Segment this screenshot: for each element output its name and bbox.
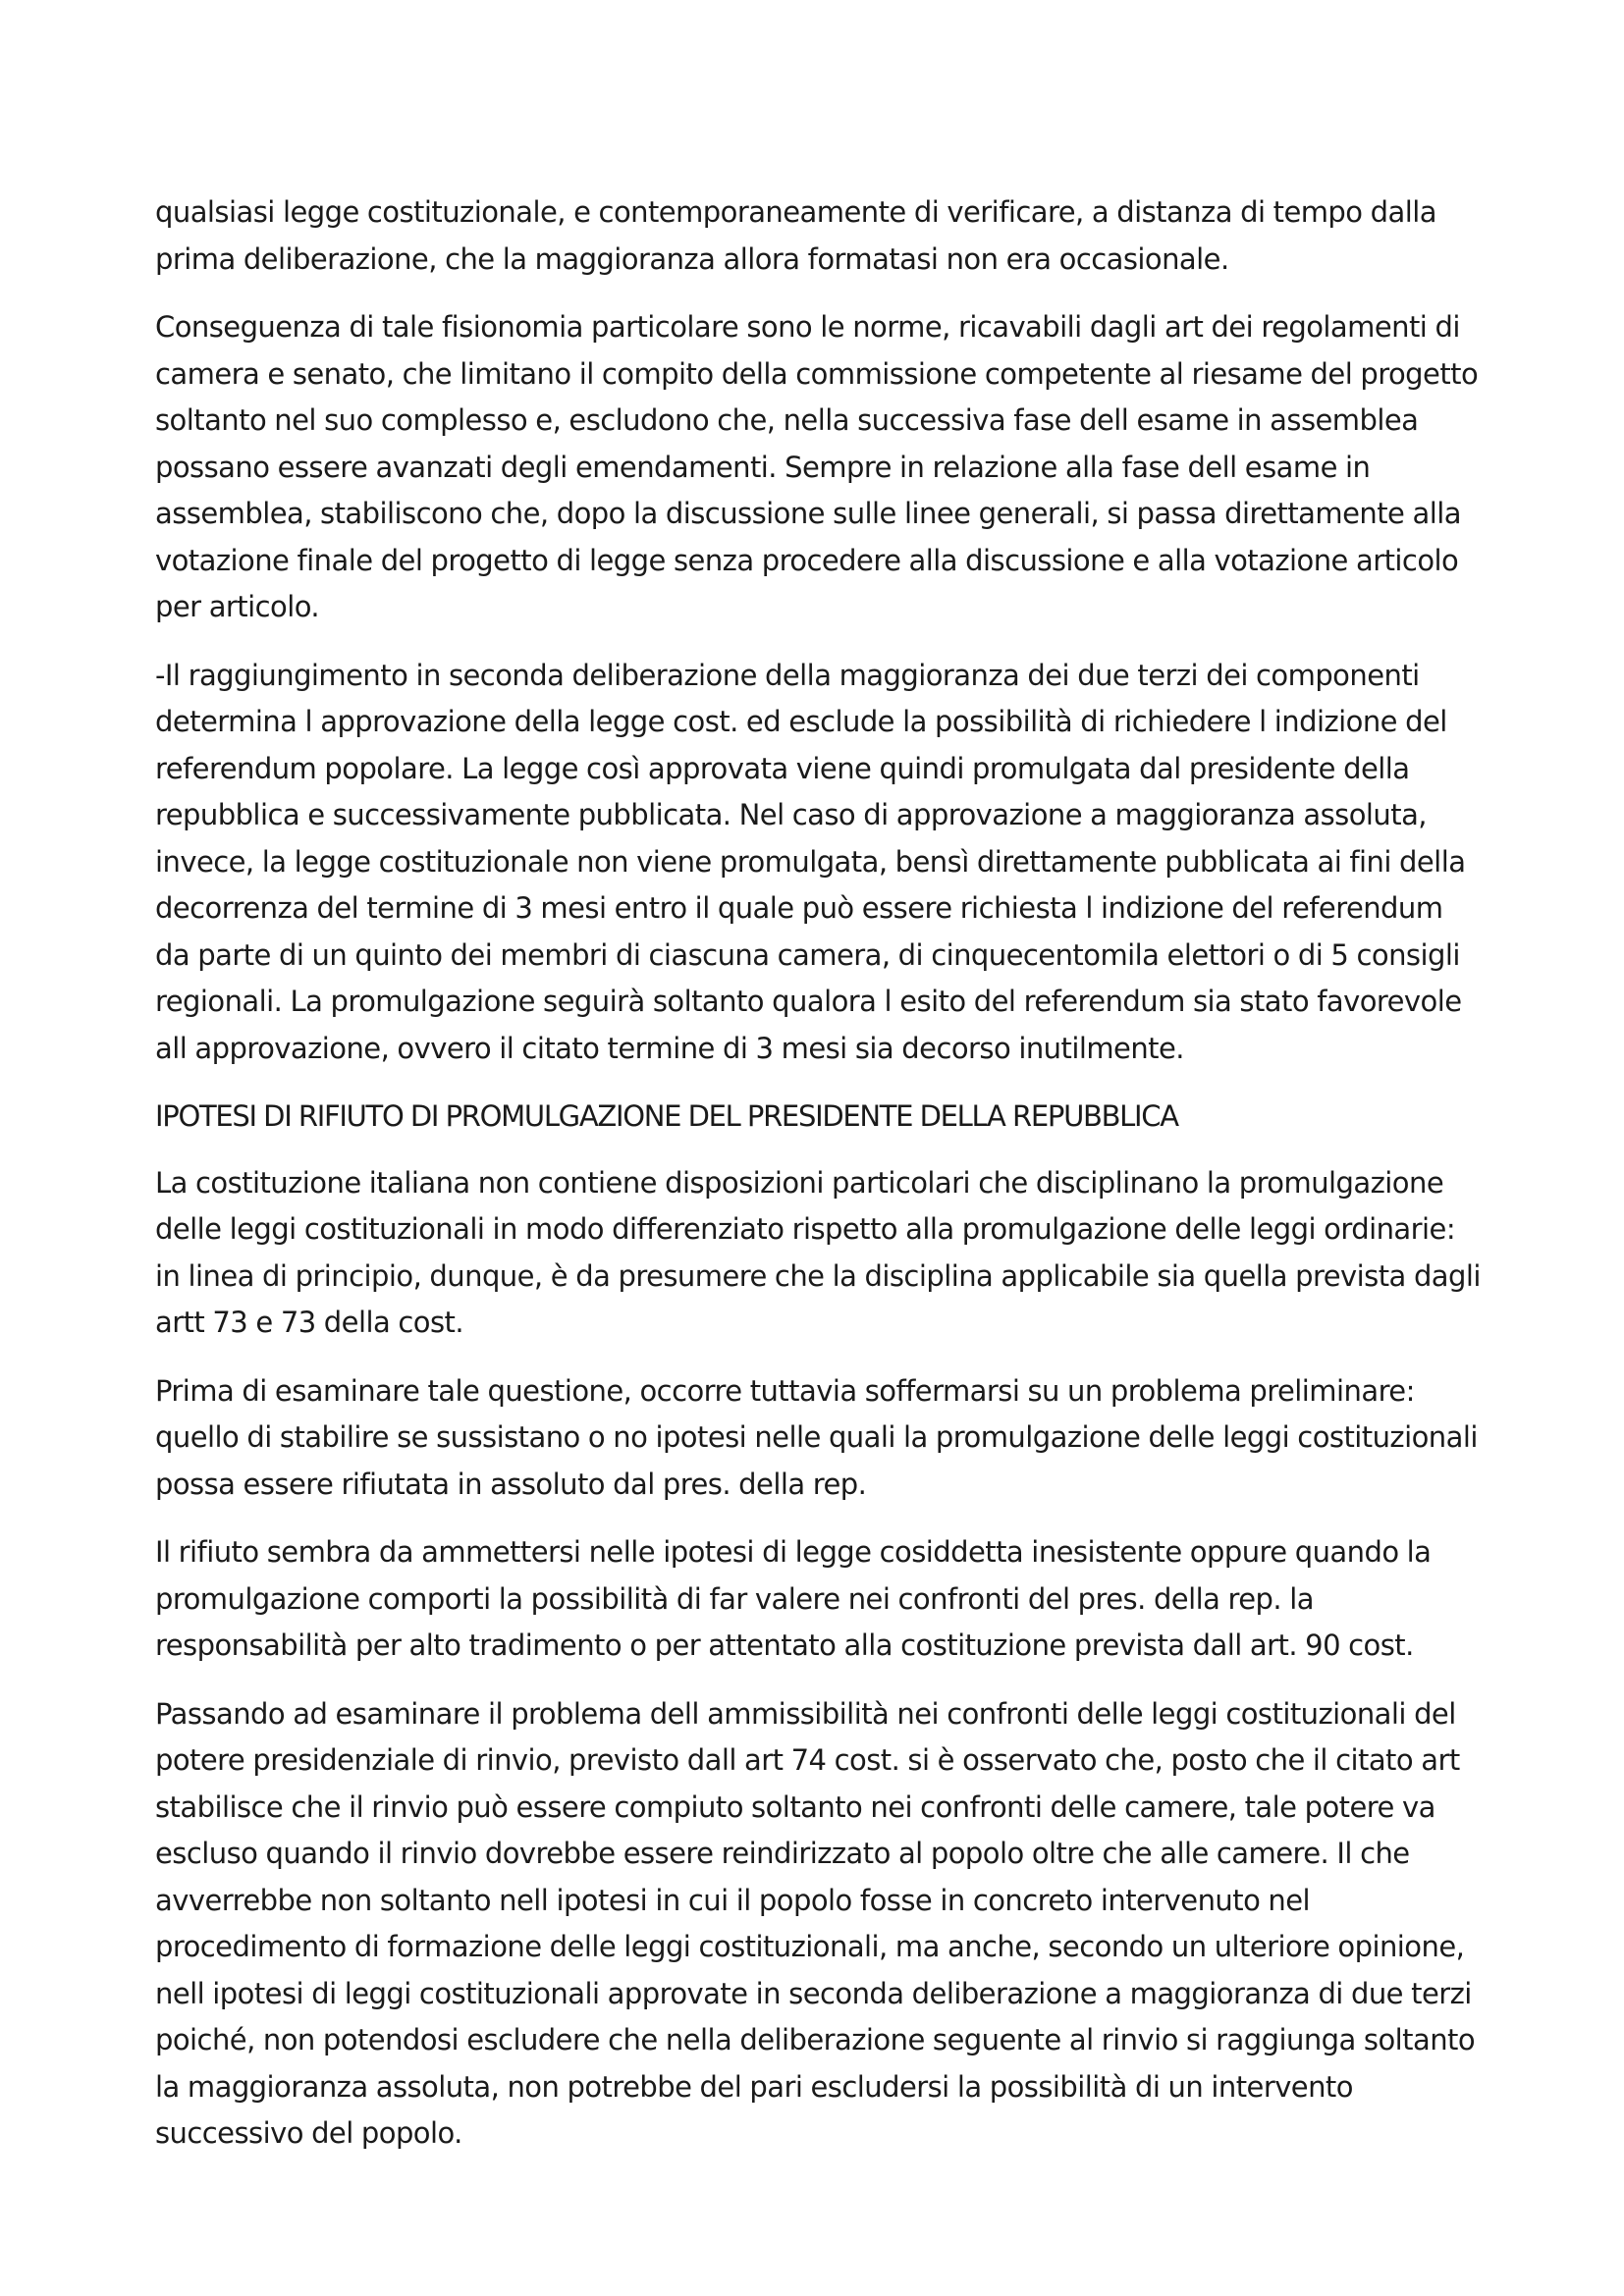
paragraph-rifiuto: Il rifiuto sembra da ammettersi nelle ipotesi di legge cosiddetta inesistente oppure quando la promulgazione comporti la possibilità di far valere nei confronti del pres. della rep. la responsabilità per alto tradimento o per attentato alla costituzione prevista dall art. 90 cost.	[155, 1535, 1432, 1662]
paragraph-continuation: qualsiasi legge costituzionale, e contemporaneamente di verificare, a distanza di tempo dalla prima deliberazione, che la maggioranza allora formatasi non era occasionale.	[155, 195, 1436, 276]
paragraph-questione-preliminare: Prima di esaminare tale questione, occorre tuttavia soffermarsi su un problema preliminare: quello di stabilire se sussistano o no ipotesi nelle quali la promulgazione delle leggi costituzionali possa essere rifiutata in assoluto dal pres. della rep.	[155, 1373, 1478, 1501]
paragraph-seconda-deliberazione: -Il raggiungimento in seconda deliberazione della maggioranza dei due terzi dei componenti determina l approvazione della legge cost. ed esclude la possibilità di richiedere l indizione del referendum popolare. La legge così approvata viene quindi promulgata dal presidente della repubblica e successivamente pubblicata. Nel caso di approvazione a maggioranza assoluta, invece, la legge costituzionale non viene promulgata, bensì direttamente pubblicata ai fini della decorrenza del termine di 3 mesi entro il quale può essere richiesta l indizione del referendum da parte di un quinto dei membri di ciascuna camera, di cinquecentomila elettori o di 5 consigli regionali. La promulgazione seguirà soltanto qualora l esito del referendum sia stato favorevole all approvazione, ovvero il citato termine di 3 mesi sia decorso inutilmente.	[155, 658, 1466, 1065]
paragraph-costituzione: La costituzione italiana non contiene disposizioni particolari che disciplinano la promulgazione delle leggi costituzionali in modo differenziato rispetto alla promulgazione delle leggi ordinarie: in linea di principio, dunque, è da presumere che la disciplina applicabile sia quella prevista dagli artt 73 e 73 della cost.	[155, 1165, 1481, 1339]
paragraph-rinvio: Passando ad esaminare il problema dell ammissibilità nei confronti delle leggi costituzionali del potere presidenziale di rinvio, previsto dall art 74 cost. si è osservato che, posto che il citato art stabilisce che il rinvio può essere compiuto soltanto nei confronti delle camere, tale potere va escluso quando il rinvio dovrebbe essere reindirizzato al popolo oltre che alle camere. Il che avverrebbe non soltanto nell ipotesi in cui il popolo fosse in concreto intervenuto nel procedimento di formazione delle leggi costituzionali, ma anche, secondo un ulteriore opinione, nell ipotesi di leggi costituzionali approvate in seconda deliberazione a maggioranza di due terzi poiché, non potendosi escludere che nella deliberazione seguente al rinvio si raggiunga soltanto la maggioranza assoluta, non potrebbe del pari escludersi la possibilità di un intervento successivo del popolo.	[155, 1696, 1476, 2150]
paragraph-regolamenti: Conseguenza di tale fisionomia particolare sono le norme, ricavabili dagli art dei regolamenti di camera e senato, che limitano il compito della commissione competente al riesame del progetto soltanto nel suo complesso e, escludono che, nella successiva fase dell esame in assemblea possano essere avanzati degli emendamenti. Sempre in relazione alla fase dell esame in assemblea, stabiliscono che, dopo la discussione sulle linee generali, si passa direttamente alla votazione finale del progetto di legge senza procedere alla discussione e alla votazione articolo per articolo.	[155, 310, 1479, 623]
document-body	[155, 189, 1481, 2179]
section-heading: IPOTESI DI RIFIUTO DI PROMULGAZIONE DEL PRESIDENTE DELLA REPUBBLICA	[155, 1099, 1178, 1133]
